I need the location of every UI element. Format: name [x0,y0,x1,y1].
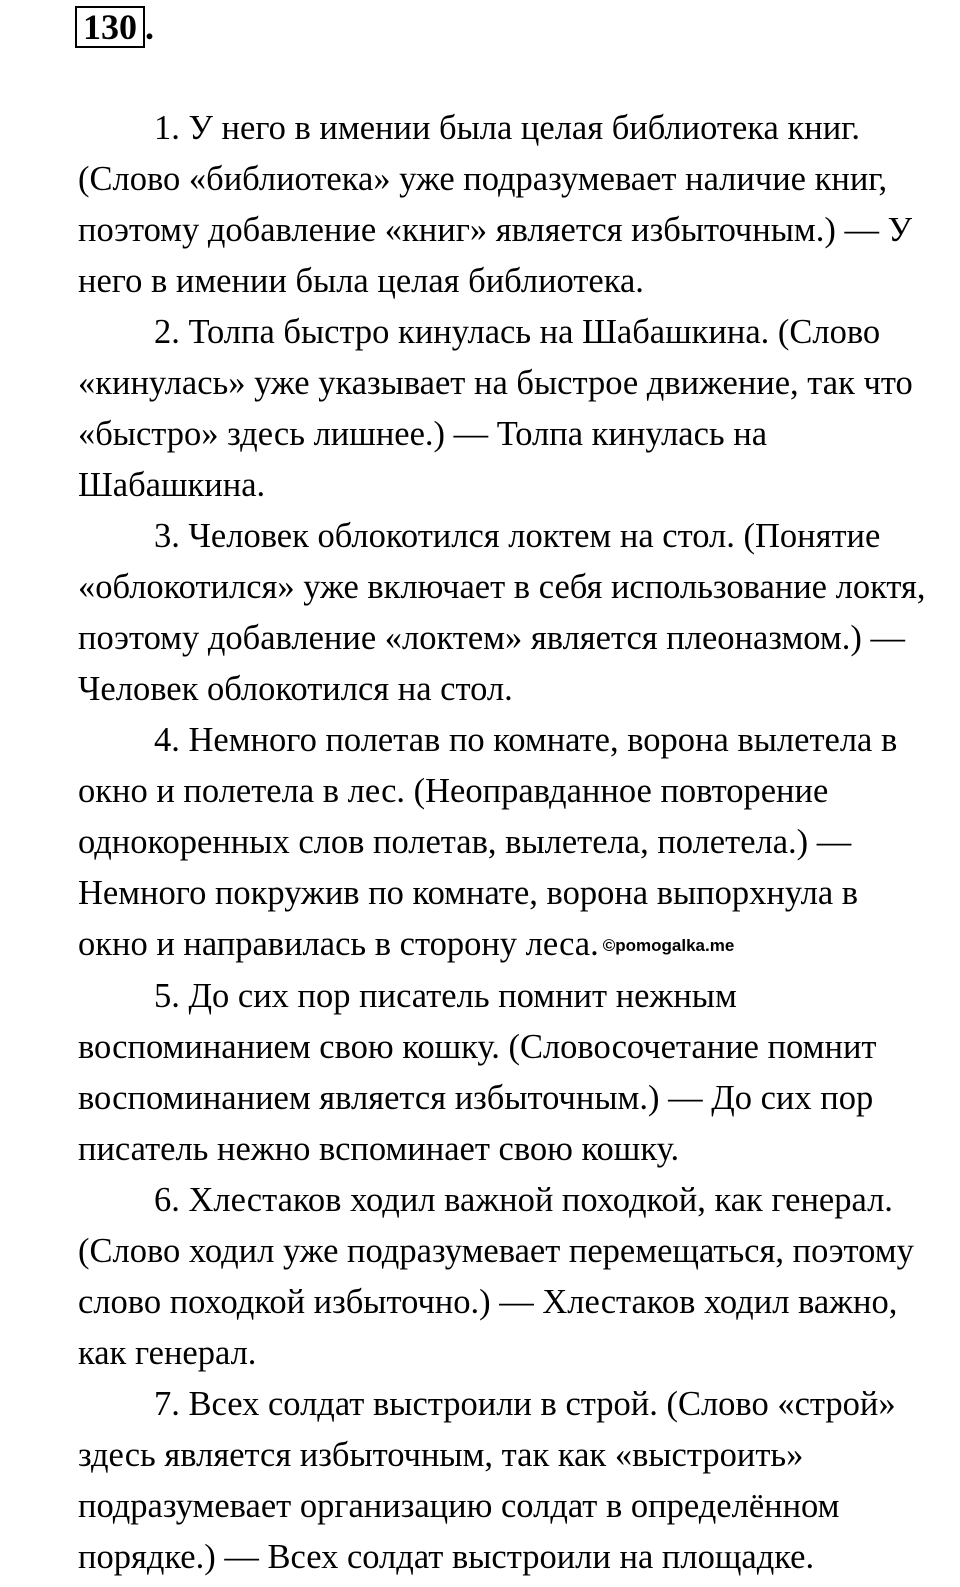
text-line: 4. Немного полетав по комнате, ворона вылетела в [154,721,898,759]
text-line: воспоминанием является избыточным.) — До сих пор [78,1079,874,1117]
text-line: воспоминанием свою кошку. (Словосочетание помнит [78,1028,877,1066]
exercise-number-box: 130 [75,6,145,48]
answer-item-3 [2,511,958,715]
text-line: окно и полетела в лес. (Неоправданное повторение [78,772,829,810]
text-line: писатель нежно вспоминает свою кошку. [78,1130,680,1168]
answer-item-7 [2,1379,958,1583]
text-line: Шабашкина. [78,466,266,504]
text-line: Немного покружив по комнате, ворона выпорхнула в [78,874,859,912]
exercise-number-dot: . [145,7,154,47]
text-line: 2. Толпа быстро кинулась на Шабашкина. (Слово [154,313,881,351]
text-line: 3. Человек облокотился локтем на стол. (Понятие [154,517,881,555]
text-line: поэтому добавление «локтем» является плеоназмом.) — [78,619,905,657]
text-line: поэтому добавление «книг» является избыточным.) — У [78,211,913,249]
text-line: 1. У него в имении была целая библиотека книг. [154,109,861,147]
text-line: 6. Хлестаков ходил важной походкой, как генерал. [154,1181,893,1219]
text-line: как генерал. [78,1334,257,1372]
text-line: однокоренных слов полетав, вылетела, полетела.) — [78,823,852,861]
answer-list [2,103,958,1583]
text-line: здесь является избыточным, так как «выстроить» [78,1436,804,1474]
text-line: подразумевает организацию солдат в определённом [78,1487,840,1525]
text-line: 7. Всех солдат выстроили в строй. (Слово «строй» [154,1385,896,1423]
text-line: него в имении была целая библиотека. [78,262,644,300]
text-line: 5. До сих пор писатель помнит нежным [154,977,737,1015]
answer-item-1 [2,103,958,307]
text-line: порядке.) — Всех солдат выстроили на площадке. [78,1538,815,1576]
text-line: (Слово ходил уже подразумевает перемещаться, поэтому [78,1232,914,1270]
text-line-content: окно и направилась в сторону леса. [78,925,599,963]
answer-item-5 [2,971,958,1175]
text-line: Человек облокотился на стол. [78,670,513,708]
text-line: «быстро» здесь лишнее.) — Толпа кинулась на [78,415,768,453]
watermark: ©pomogalka.me [602,936,735,955]
answer-item-6 [2,1175,958,1379]
answer-item-4 [2,715,958,971]
text-line [2,919,958,971]
text-line: (Слово «библиотека» уже подразумевает наличие книг, [78,160,888,198]
answer-item-2 [2,307,958,511]
text-line: «облокотился» уже включает в себя использование локтя, [78,568,926,606]
exercise-number [75,6,154,48]
text-line: слово походкой избыточно.) — Хлестаков ходил важно, [78,1283,898,1321]
text-line: «кинулась» уже указывает на быстрое движение, так что [78,364,913,402]
